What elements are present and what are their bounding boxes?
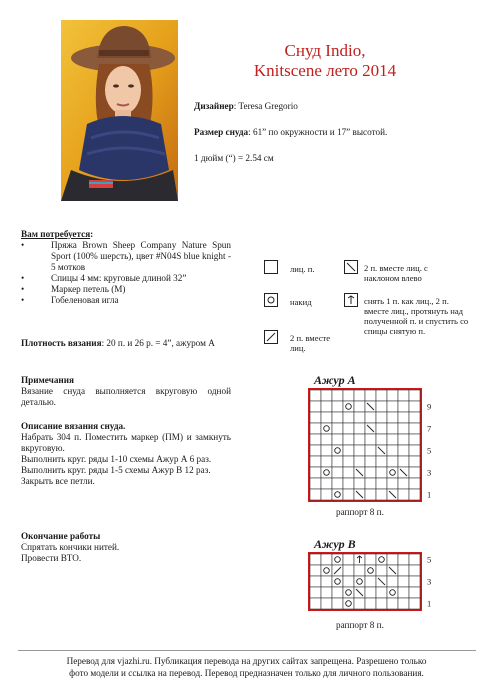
chart-b-cell [365, 576, 376, 587]
chart-a-cell [387, 445, 398, 456]
size-value: : 61” по окружности и 17” высотой. [248, 127, 388, 137]
chart-b-cell [409, 565, 420, 576]
chart-a-cell [365, 434, 376, 445]
chart-a-cell [321, 423, 332, 434]
chart-a-cell [354, 434, 365, 445]
materials-item: • Спицы 4 мм: круговые длиной 32” [21, 273, 187, 283]
description-line: Выполнить круг. ряды 1-10 схемы Ажур А 6 раз. [21, 454, 212, 464]
chart-b-row-number: 1 [427, 598, 432, 609]
chart-a-cell [310, 456, 321, 467]
chart-a-cell [365, 390, 376, 401]
chart-b-cell [365, 565, 376, 576]
gauge-label: Плотность вязания [21, 338, 102, 348]
model-photo [61, 20, 178, 201]
description-line: Набрать 304 п. Поместить маркер (ПМ) и замкнуть вкруговую. [21, 432, 231, 453]
chart-a-cell [387, 401, 398, 412]
chart-a-cell [409, 467, 420, 478]
chart-a-cell [365, 445, 376, 456]
chart-b-cell [354, 565, 365, 576]
chart-a-cell [332, 478, 343, 489]
footer-divider [18, 650, 476, 651]
chart-a-cell [398, 445, 409, 456]
chart-a-cell [321, 456, 332, 467]
chart-b-cell [343, 598, 354, 609]
legend-yo-label: накид [290, 297, 312, 307]
chart-a-cell [398, 423, 409, 434]
materials-item: • Гобеленовая игла [21, 295, 119, 305]
chart-b-cell [387, 598, 398, 609]
chart-a-cell [321, 467, 332, 478]
chart-a-cell [343, 390, 354, 401]
chart-b-cell [332, 587, 343, 598]
chart-a-cell [343, 434, 354, 445]
legend-knit-label: лиц. п. [290, 264, 315, 274]
chart-a-cell [387, 478, 398, 489]
chart-b-cell [387, 587, 398, 598]
chart-a-cell [409, 423, 420, 434]
chart-a-cell [365, 412, 376, 423]
chart-a-cell [409, 412, 420, 423]
footer [0, 655, 493, 679]
chart-b-cell [409, 587, 420, 598]
legend-ssk-label: 2 п. вместе лиц. с наклоном влево [364, 263, 428, 283]
chart-b-cell [365, 587, 376, 598]
chart-a-cell [321, 412, 332, 423]
finishing-line: Провести ВТО. [21, 553, 82, 563]
chart-b-cell [321, 576, 332, 587]
chart-b-cell [376, 565, 387, 576]
chart-a-cell [387, 423, 398, 434]
chart-a-cell [409, 401, 420, 412]
chart-a-cell [321, 434, 332, 445]
chart-b-cell [332, 576, 343, 587]
chart-a-cell [343, 423, 354, 434]
chart-a-cell [387, 456, 398, 467]
chart-b-cell [354, 576, 365, 587]
chart-b-cell [321, 598, 332, 609]
chart-b-cell [376, 554, 387, 565]
finishing-heading: Окончание работы [21, 531, 101, 541]
chart-a-cell [387, 390, 398, 401]
chart-a-grid [300, 385, 430, 515]
chart-a-cell [398, 401, 409, 412]
legend-yo-symbol [264, 293, 278, 307]
chart-b-title: Ажур В [314, 537, 356, 551]
chart-a-cell [409, 489, 420, 500]
chart-a-cell [354, 412, 365, 423]
chart-a-cell [376, 434, 387, 445]
chart-a-cell [332, 456, 343, 467]
chart-a-cell [354, 478, 365, 489]
chart-b-cell [387, 554, 398, 565]
gauge-section [21, 338, 231, 349]
chart-a-cell [387, 412, 398, 423]
legend-k2tog-label: 2 п. вместе лиц. [290, 333, 331, 353]
chart-a-cell [398, 456, 409, 467]
chart-b-cell [409, 554, 420, 565]
designer-line [194, 101, 484, 112]
chart-b-cell [343, 587, 354, 598]
chart-a-row-number: 5 [427, 445, 432, 456]
chart-a-cell [310, 412, 321, 423]
notes-text: Вязание снуда выполняется вкруговую одной деталью. [21, 386, 231, 407]
materials-section: Вам потребуется: • Пряжа Brown Sheep Company Nature Spun Sport (100% шерсть), цвет #N04S blue knight - 5 мотков • Спицы 4 мм: круговые длиной 32” • Маркер петель (М) • Гобеленовая игла [21, 229, 231, 305]
chart-a-cell [343, 478, 354, 489]
chart-b-cell [398, 576, 409, 587]
materials-heading: Вам потребуется [21, 229, 91, 239]
chart-a-row-number: 1 [427, 489, 432, 500]
chart-a-cell [376, 489, 387, 500]
chart-b-cell [332, 598, 343, 609]
chart-a-cell [376, 478, 387, 489]
chart-a-cell [332, 467, 343, 478]
notes-section [21, 375, 231, 408]
chart-a-cell [365, 478, 376, 489]
chart-a-cell [376, 467, 387, 478]
chart-a-cell [387, 467, 398, 478]
chart-b-cell [310, 565, 321, 576]
chart-a-cell [310, 390, 321, 401]
chart-a-cell [409, 445, 420, 456]
chart-b-cell [398, 598, 409, 609]
legend-sk2p-symbol [344, 293, 358, 307]
description-section [21, 421, 231, 487]
chart-a-cell [343, 467, 354, 478]
chart-b-cell [398, 554, 409, 565]
chart-a-cell [387, 434, 398, 445]
designer-label: Дизайнер [194, 101, 234, 111]
chart-a-cell [343, 401, 354, 412]
chart-a-cell [310, 489, 321, 500]
chart-a-cell [354, 401, 365, 412]
chart-a-cell [376, 412, 387, 423]
chart-a-cell [332, 423, 343, 434]
pattern-title [230, 41, 420, 81]
chart-a-cell [365, 489, 376, 500]
chart-a-cell [343, 456, 354, 467]
chart-b-cell [343, 565, 354, 576]
chart-b-cell [376, 598, 387, 609]
chart-b-grid [300, 549, 430, 621]
chart-a-cell [310, 478, 321, 489]
chart-b-cell [354, 598, 365, 609]
chart-a-cell [398, 489, 409, 500]
chart-a-cell [343, 489, 354, 500]
chart-a-cell [409, 434, 420, 445]
designer-value: : Teresa Gregorio [233, 101, 298, 111]
size-label: Размер снуда [194, 127, 249, 137]
chart-b-cell [310, 587, 321, 598]
chart-a-row-number: 7 [427, 423, 432, 434]
chart-b-cell [321, 587, 332, 598]
chart-a-cell [310, 401, 321, 412]
chart-a-cell [321, 401, 332, 412]
chart-a-cell [310, 434, 321, 445]
chart-b-cell [310, 598, 321, 609]
chart-a-cell [321, 390, 332, 401]
chart-a-cell [376, 401, 387, 412]
chart-a-cell [332, 412, 343, 423]
materials-item: • Маркер петель (М) [21, 284, 126, 294]
materials-item: • Пряжа Brown Sheep Company Nature Spun Sport (100% шерсть), цвет #N04S blue knight - 5 мотков [21, 240, 231, 272]
chart-b-cell [343, 576, 354, 587]
chart-a-cell [409, 478, 420, 489]
chart-a-cell [343, 412, 354, 423]
chart-a-cell [398, 478, 409, 489]
chart-a-cell [376, 390, 387, 401]
chart-a-row-number: 3 [427, 467, 432, 478]
conversion-line: 1 дюйм (“) = 2.54 см [194, 153, 274, 163]
chart-a-cell [354, 445, 365, 456]
footer-line-2: фото модели и ссылка на перевод. Перевод предназначен только для личного пользования. [69, 668, 424, 678]
chart-a-cell [365, 467, 376, 478]
chart-a-cell [409, 390, 420, 401]
chart-b-cell [398, 565, 409, 576]
chart-b-cell [332, 554, 343, 565]
chart-b-cell [365, 598, 376, 609]
chart-a-cell [398, 390, 409, 401]
chart-a-cell [310, 423, 321, 434]
chart-a-cell [321, 445, 332, 456]
chart-a-cell [332, 445, 343, 456]
size-line [194, 127, 484, 138]
chart-b-repeat: раппорт 8 п. [336, 620, 384, 630]
chart-b-cell [376, 587, 387, 598]
chart-a-title: Ажур А [314, 373, 356, 387]
chart-b-cell [409, 576, 420, 587]
chart-a-cell [332, 390, 343, 401]
chart-a-cell [332, 401, 343, 412]
gauge-value: : 20 п. и 26 р. = 4”, ажуром А [101, 338, 215, 348]
chart-b-cell [409, 598, 420, 609]
chart-a-cell [354, 456, 365, 467]
chart-a-cell [365, 456, 376, 467]
finishing-line: Спрятать кончики нитей. [21, 542, 120, 552]
chart-a-cell [332, 434, 343, 445]
chart-a-cell [310, 445, 321, 456]
chart-a-cell [321, 489, 332, 500]
legend-k2tog-symbol [264, 330, 278, 344]
legend-sk2p-label: снять 1 п. как лиц., 2 п. вместе лиц., протянуть над полученной п. и спустить со спицы снятую п. [364, 296, 469, 336]
chart-b-cell [365, 554, 376, 565]
finishing-section [21, 531, 231, 564]
title-line-2: Knitscene лето 2014 [253, 61, 397, 80]
description-heading: Описание вязания снуда. [21, 421, 126, 431]
chart-a-cell [332, 489, 343, 500]
chart-b-cell [321, 554, 332, 565]
chart-b-cell [343, 554, 354, 565]
legend-ssk-symbol [344, 260, 358, 274]
description-line: Выполнить круг. ряды 1-5 схемы Ажур В 12 раз. [21, 465, 211, 475]
chart-a-cell [321, 478, 332, 489]
description-line: Закрыть все петли. [21, 476, 95, 486]
chart-b-cell [310, 554, 321, 565]
notes-heading: Примечания [21, 375, 74, 385]
chart-a-repeat: раппорт 8 п. [336, 507, 384, 517]
chart-b-cell [387, 576, 398, 587]
chart-b-row-number: 5 [427, 554, 432, 565]
chart-a-cell [354, 390, 365, 401]
chart-a-cell [376, 423, 387, 434]
chart-b-cell [321, 565, 332, 576]
chart-a-row-number: 9 [427, 401, 432, 412]
chart-a-cell [398, 434, 409, 445]
chart-a-cell [310, 467, 321, 478]
footer-line-1: Перевод для vjazhi.ru. Публикация перевода на других сайтах запрещена. Разрешено только [66, 656, 427, 666]
chart-b-cell [310, 576, 321, 587]
chart-a-cell [354, 423, 365, 434]
chart-b-cell [398, 587, 409, 598]
chart-a-cell [409, 456, 420, 467]
chart-a-cell [343, 445, 354, 456]
legend-knit-symbol [264, 260, 278, 274]
title-line-1: Снуд Indio, [284, 41, 366, 60]
chart-a-cell [398, 412, 409, 423]
chart-b-row-number: 3 [427, 576, 432, 587]
chart-a-cell [376, 456, 387, 467]
